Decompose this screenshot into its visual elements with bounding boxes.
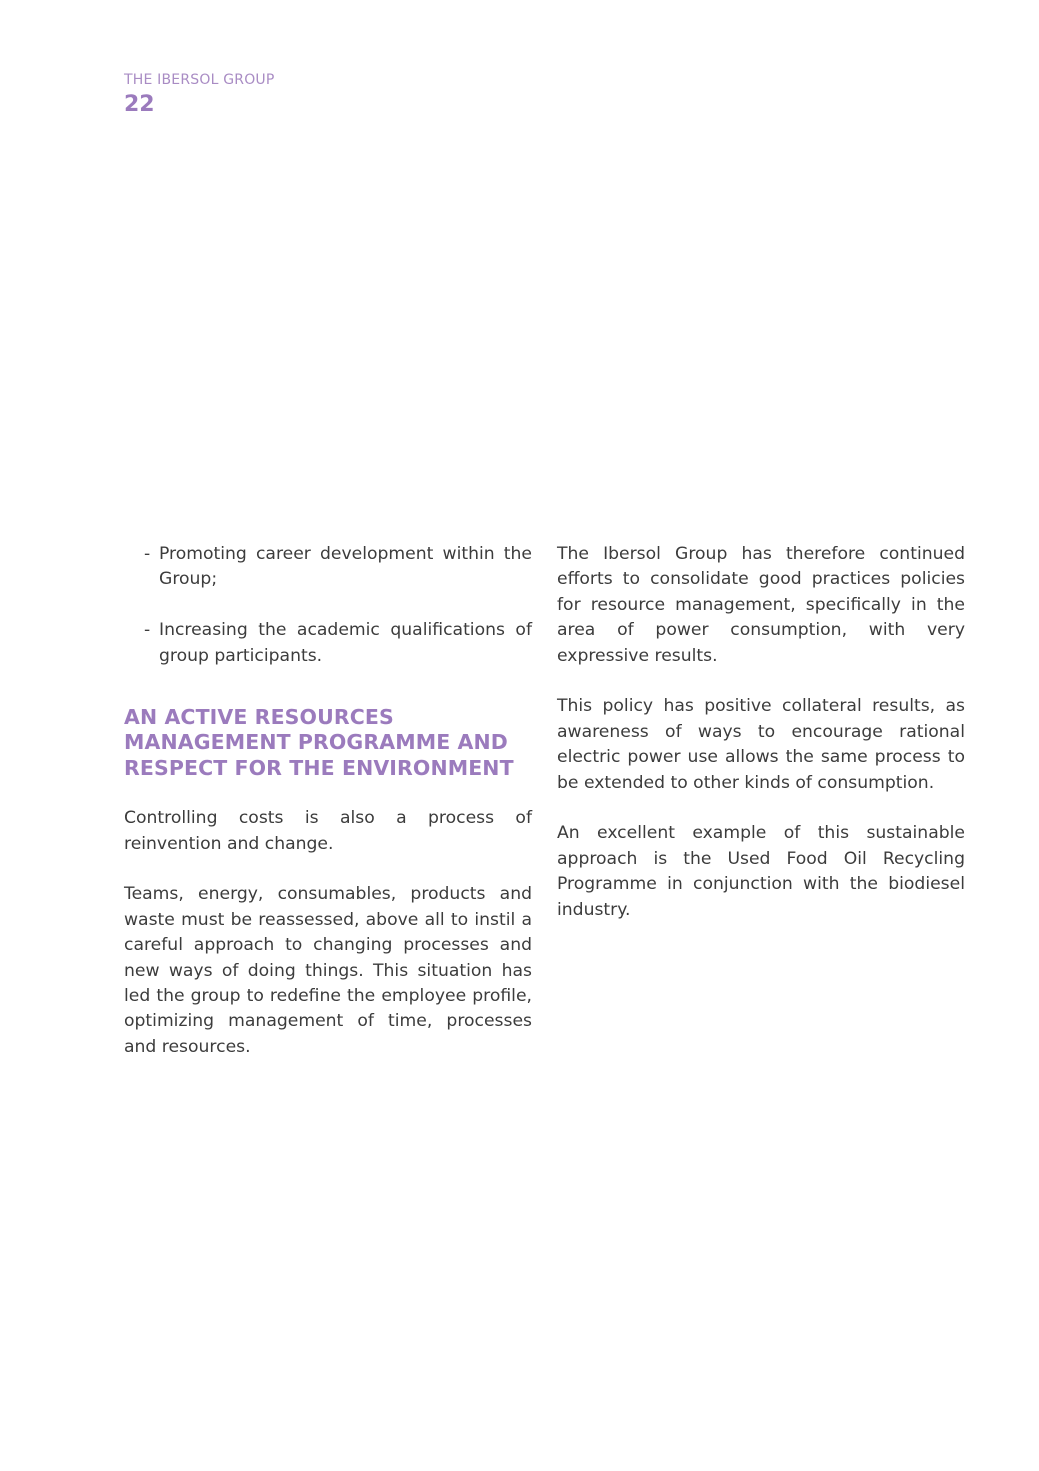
section-heading-line: MANAGEMENT PROGRAMME AND — [124, 730, 508, 755]
body-paragraph: An excellent example of this sustainable approach is the Used Food Oil Recycling Programme in conjunction with the biodiesel industry. — [557, 823, 965, 920]
body-paragraph: Controlling costs is also a process of reinvention and change. — [124, 808, 532, 854]
body-paragraph: Teams, energy, consumables, products and waste must be reassessed, above all to instil a careful approach to changing processes and new ways of doing things. This situation has led the group to redefine the employee profile, optimizing management of time, processes and resources. — [124, 884, 532, 1057]
left-column — [124, 542, 532, 1086]
bullet-dash: - — [144, 544, 151, 564]
bullet-dash: - — [144, 620, 151, 641]
body-paragraph: The Ibersol Group has therefore continued efforts to consolidate good practices policies for resource management, specifically in the area of power consumption, with very expressive results. — [557, 544, 965, 666]
section-heading — [124, 705, 532, 781]
body-paragraph: This policy has positive collateral results, as awareness of ways to encourage rational electric power use allows the same process to be extended to other kinds of consumption. — [557, 696, 965, 793]
section-heading-line: AN ACTIVE RESOURCES — [124, 705, 394, 730]
bullet-item — [124, 618, 532, 669]
bullet-text: Increasing the academic qualifications of group participants. — [159, 620, 532, 666]
right-column — [557, 542, 965, 948]
section-heading-line: RESPECT FOR THE ENVIRONMENT — [124, 755, 514, 780]
bullet-item — [124, 542, 532, 593]
page-header — [124, 70, 275, 120]
page-number: 22 — [124, 92, 155, 117]
bullet-text: Promoting career development within the Group; — [159, 544, 532, 590]
document-title: THE IBERSOL GROUP — [124, 72, 275, 88]
